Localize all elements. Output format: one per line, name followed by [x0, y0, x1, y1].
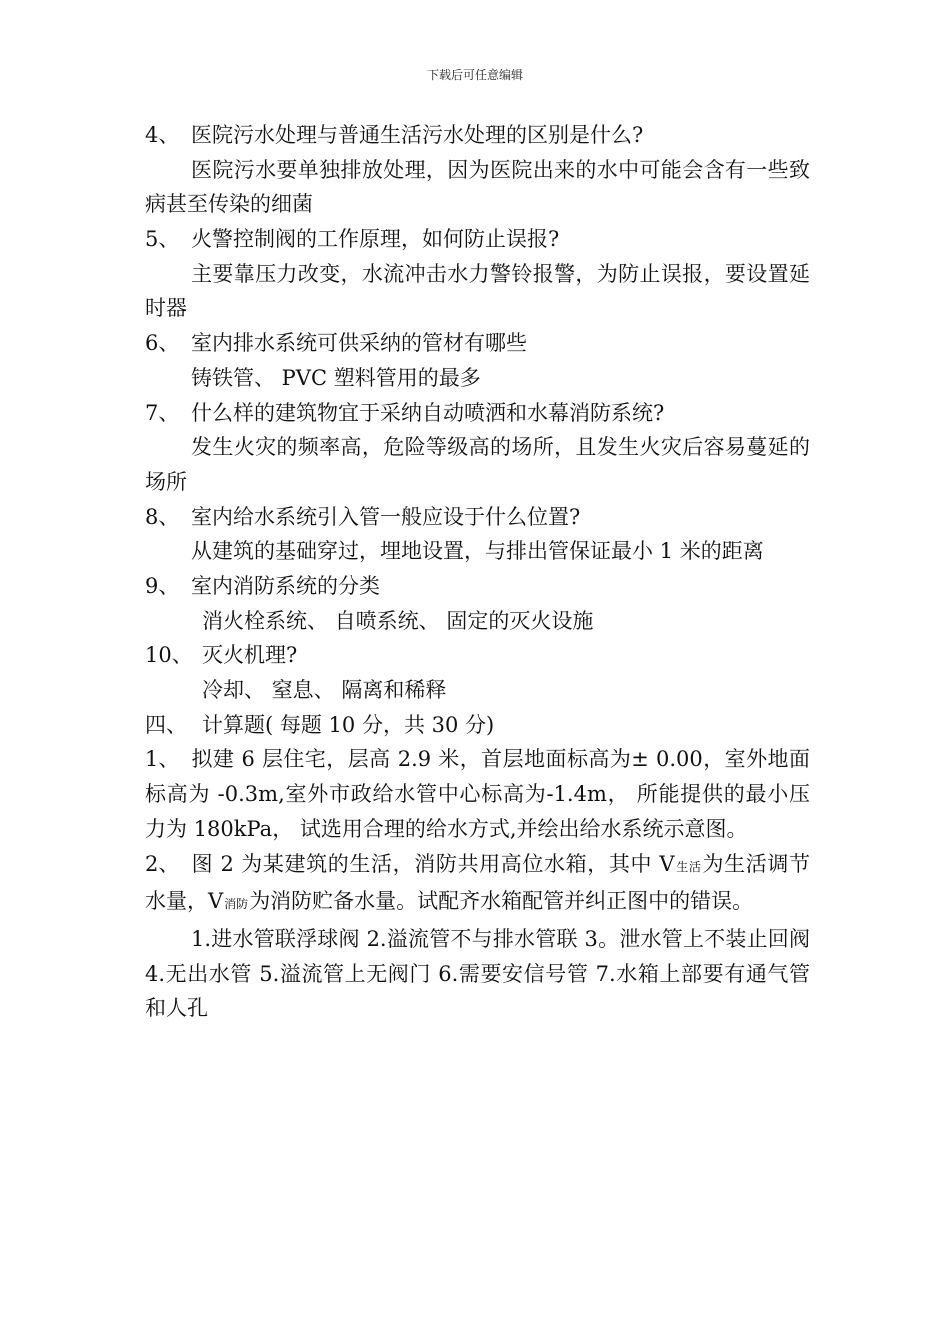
question-number: 4、 — [145, 123, 180, 147]
question-8 — [145, 500, 810, 535]
question-text: 灭火机理? — [202, 643, 298, 668]
subscript-living: 生活 — [675, 859, 702, 874]
answer-9: 消火栓系统、 自喷系统、 固定的灭火设施 — [202, 608, 594, 633]
section-number: 四、 — [145, 712, 187, 737]
section-title: 计算题( 每题 10 分，共 30 分) — [202, 712, 495, 737]
answer-4: 医院污水要单独排放处理，因为医院出来的水中可能会含有一些致病甚至传染的细菌 — [145, 157, 810, 217]
question-text-part3: 为消防贮备水量。试配齐水箱配管并纠正图中的错误。 — [249, 889, 754, 914]
question-number: 9、 — [145, 574, 180, 599]
question-text: 医院污水处理与普通生活污水处理的区别是什么? — [191, 123, 644, 147]
question-number: 8、 — [145, 504, 180, 529]
question-number: 7、 — [145, 400, 180, 425]
question-number: 6、 — [145, 331, 180, 356]
page-header: 下载后可任意编辑 — [426, 68, 523, 82]
answer-10: 冷却、 窒息、 隔离和稀释 — [202, 678, 447, 703]
question-text-part2: 为生活调节水量，V — [145, 851, 810, 914]
document-body — [145, 118, 810, 1026]
question-5 — [145, 222, 810, 257]
question-text: 室内给水系统引入管一般应设于什么位置? — [191, 504, 581, 529]
question-6 — [145, 326, 810, 361]
calc-question-2 — [145, 847, 810, 922]
answer-8: 从建筑的基础穿过，埋地设置，与排出管保证最小 1 米的距离 — [191, 539, 764, 564]
question-10 — [145, 638, 810, 673]
question-text: 拟建 6 层住宅，层高 2.9 米，首层地面标高为± 0.00，室外地面标高为 -0.3m,室外市政给水管中心标高为-1.4m， 所能提供的最小压力为 180kPa， 试选用合理的给水方式,并绘出给水系统示意图。 — [145, 747, 810, 841]
question-number: 1、 — [145, 747, 180, 772]
subscript-fire: 消防 — [224, 897, 249, 912]
question-text-part1: 图 2 为某建筑的生活，消防共用高位水箱，其中 V — [191, 851, 675, 876]
question-4 — [145, 118, 810, 153]
answer-6: 铸铁管、 PVC 塑料管用的最多 — [191, 365, 481, 390]
answer-7: 发生火灾的频率高，危险等级高的场所，且发生火灾后容易蔓延的场所 — [145, 435, 810, 494]
question-7 — [145, 396, 810, 431]
question-text: 什么样的建筑物宜于采纳自动喷洒和水幕消防系统? — [191, 400, 665, 425]
question-text: 火警控制阀的工作原理，如何防止误报? — [191, 227, 560, 252]
question-number: 10、 — [145, 643, 193, 668]
question-number: 2、 — [145, 851, 180, 876]
calc-answer-2: 1.进水管联浮球阀 2.溢流管不与排水管联 3。泄水管上不装止回阀 4.无出水管 5.溢流管上无阀门 6.需要安信号管 7.水箱上部要有通气管和人孔 — [145, 927, 810, 1021]
question-text: 室内排水系统可供采纳的管材有哪些 — [191, 331, 527, 356]
section-heading — [145, 708, 810, 743]
question-number: 5、 — [145, 227, 180, 252]
question-text: 室内消防系统的分类 — [191, 574, 380, 599]
answer-5: 主要靠压力改变，水流冲击水力警铃报警，为防止误报，要设置延时器 — [145, 261, 810, 321]
question-9 — [145, 569, 810, 604]
calc-question-1 — [145, 742, 810, 846]
